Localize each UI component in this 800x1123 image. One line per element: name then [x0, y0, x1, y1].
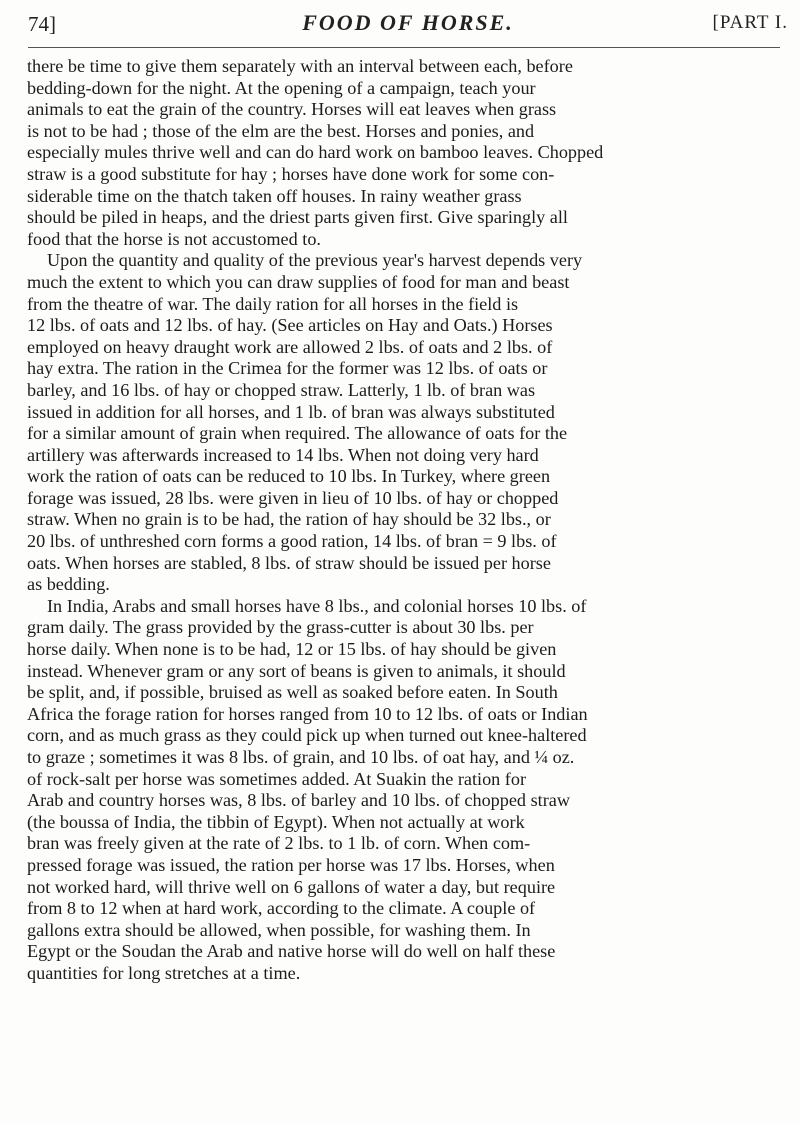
- text-line: to graze ; sometimes it was 8 lbs. of grain, and 10 lbs. of oat hay, and ¼ oz.: [27, 747, 575, 767]
- text-line: issued in addition for all horses, and 1 lb. of bran was always substituted: [27, 401, 555, 422]
- text-line: quantities for long stretches at a time.: [27, 962, 301, 983]
- body-text: [27, 56, 797, 985]
- text-line: straw is a good substitute for hay ; horses have done work for some con-: [27, 163, 555, 184]
- text-line: food that the horse is not accustomed to.: [27, 228, 321, 249]
- text-line: for a similar amount of grain when required. The allowance of oats for the: [27, 423, 568, 444]
- text-line: be split, and, if possible, bruised as well as soaked before eaten. In South: [27, 682, 558, 703]
- text-line: Africa the forage ration for horses ranged from 10 to 12 lbs. of oats or Indian: [27, 703, 588, 724]
- text-line: hay extra. The ration in the Crimea for the former was 12 lbs. of oats or: [27, 358, 548, 379]
- text-line: oats. When horses are stabled, 8 lbs. of straw should be issued per horse: [27, 552, 551, 573]
- text-line: (the boussa of India, the tibbin of Egypt). When not actually at work: [27, 811, 525, 832]
- page-number: 74]: [28, 12, 56, 36]
- text-line: Arab and country horses was, 8 lbs. of barley and 10 lbs. of chopped straw: [27, 790, 570, 811]
- text-line: employed on heavy draught work are allowed 2 lbs. of oats and 2 lbs. of: [27, 336, 553, 357]
- text-line: forage was issued, 28 lbs. were given in lieu of 10 lbs. of hay or chopped: [27, 487, 559, 508]
- text-line: 20 lbs. of unthreshed corn forms a good ration, 14 lbs. of bran = 9 lbs. of: [27, 531, 557, 552]
- text-line: straw. When no grain is to be had, the ration of hay should be 32 lbs., or: [27, 509, 551, 530]
- text-line: Upon the quantity and quality of the previous year's harvest depends very: [47, 250, 583, 271]
- text-line: is not to be had ; those of the elm are the best. Horses and ponies, and: [27, 120, 535, 141]
- text-line: not worked hard, will thrive well on 6 gallons of water a day, but require: [27, 876, 556, 897]
- text-line: barley, and 16 lbs. of hay or chopped straw. Latterly, 1 lb. of bran was: [27, 379, 536, 400]
- text-line: from the theatre of war. The daily ration for all horses in the field is: [27, 293, 519, 314]
- text-line: corn, and as much grass as they could pick up when turned out knee-haltered: [27, 725, 587, 746]
- text-line: siderable time on the thatch taken off houses. In rainy weather grass: [27, 185, 522, 206]
- page-header: [28, 8, 788, 48]
- text-line: gram daily. The grass provided by the grass-cutter is about 30 lbs. per: [27, 617, 534, 638]
- text-line: horse daily. When none is to be had, 12 or 15 lbs. of hay should be given: [27, 639, 557, 660]
- text-line: should be piled in heaps, and the driest parts given first. Give sparingly all: [27, 207, 568, 228]
- text-line: artillery was afterwards increased to 14 lbs. When not doing very hard: [27, 444, 539, 465]
- text-line: of rock-salt per horse was sometimes added. At Suakin the ration for: [27, 768, 527, 789]
- text-line: there be time to give them separately with an interval between each, before: [27, 56, 573, 76]
- text-line: much the extent to which you can draw supplies of food for man and beast: [27, 271, 570, 292]
- text-line: work the ration of oats can be reduced to 10 lbs. In Turkey, where green: [27, 466, 551, 487]
- text-line: bran was freely given at the rate of 2 lbs. to 1 lb. of corn. When com-: [27, 833, 531, 854]
- text-line: from 8 to 12 when at hard work, according to the climate. A couple of: [27, 898, 536, 919]
- text-line: In India, Arabs and small horses have 8 lbs., and colonial horses 10 lbs. of: [47, 595, 587, 616]
- text-line: gallons extra should be allowed, when possible, for washing them. In: [27, 919, 531, 940]
- text-line: Egypt or the Soudan the Arab and native horse will do well on half these: [27, 941, 556, 962]
- text-line: bedding-down for the night. At the opening of a campaign, teach your: [27, 77, 536, 98]
- text-line: as bedding.: [27, 574, 110, 595]
- running-title: FOOD OF HORSE.: [302, 10, 514, 35]
- text-line: 12 lbs. of oats and 12 lbs. of hay. (See articles on Hay and Oats.) Horses: [27, 315, 553, 336]
- text-line: animals to eat the grain of the country. Horses will eat leaves when grass: [27, 99, 557, 120]
- part-label: [PART I.: [712, 12, 788, 33]
- text-line: especially mules thrive well and can do hard work on bamboo leaves. Chopped: [27, 142, 604, 163]
- text-line: pressed forage was issued, the ration per horse was 17 lbs. Horses, when: [27, 854, 555, 875]
- text-line: instead. Whenever gram or any sort of beans is given to animals, it should: [27, 660, 566, 681]
- header-rule: [28, 47, 780, 48]
